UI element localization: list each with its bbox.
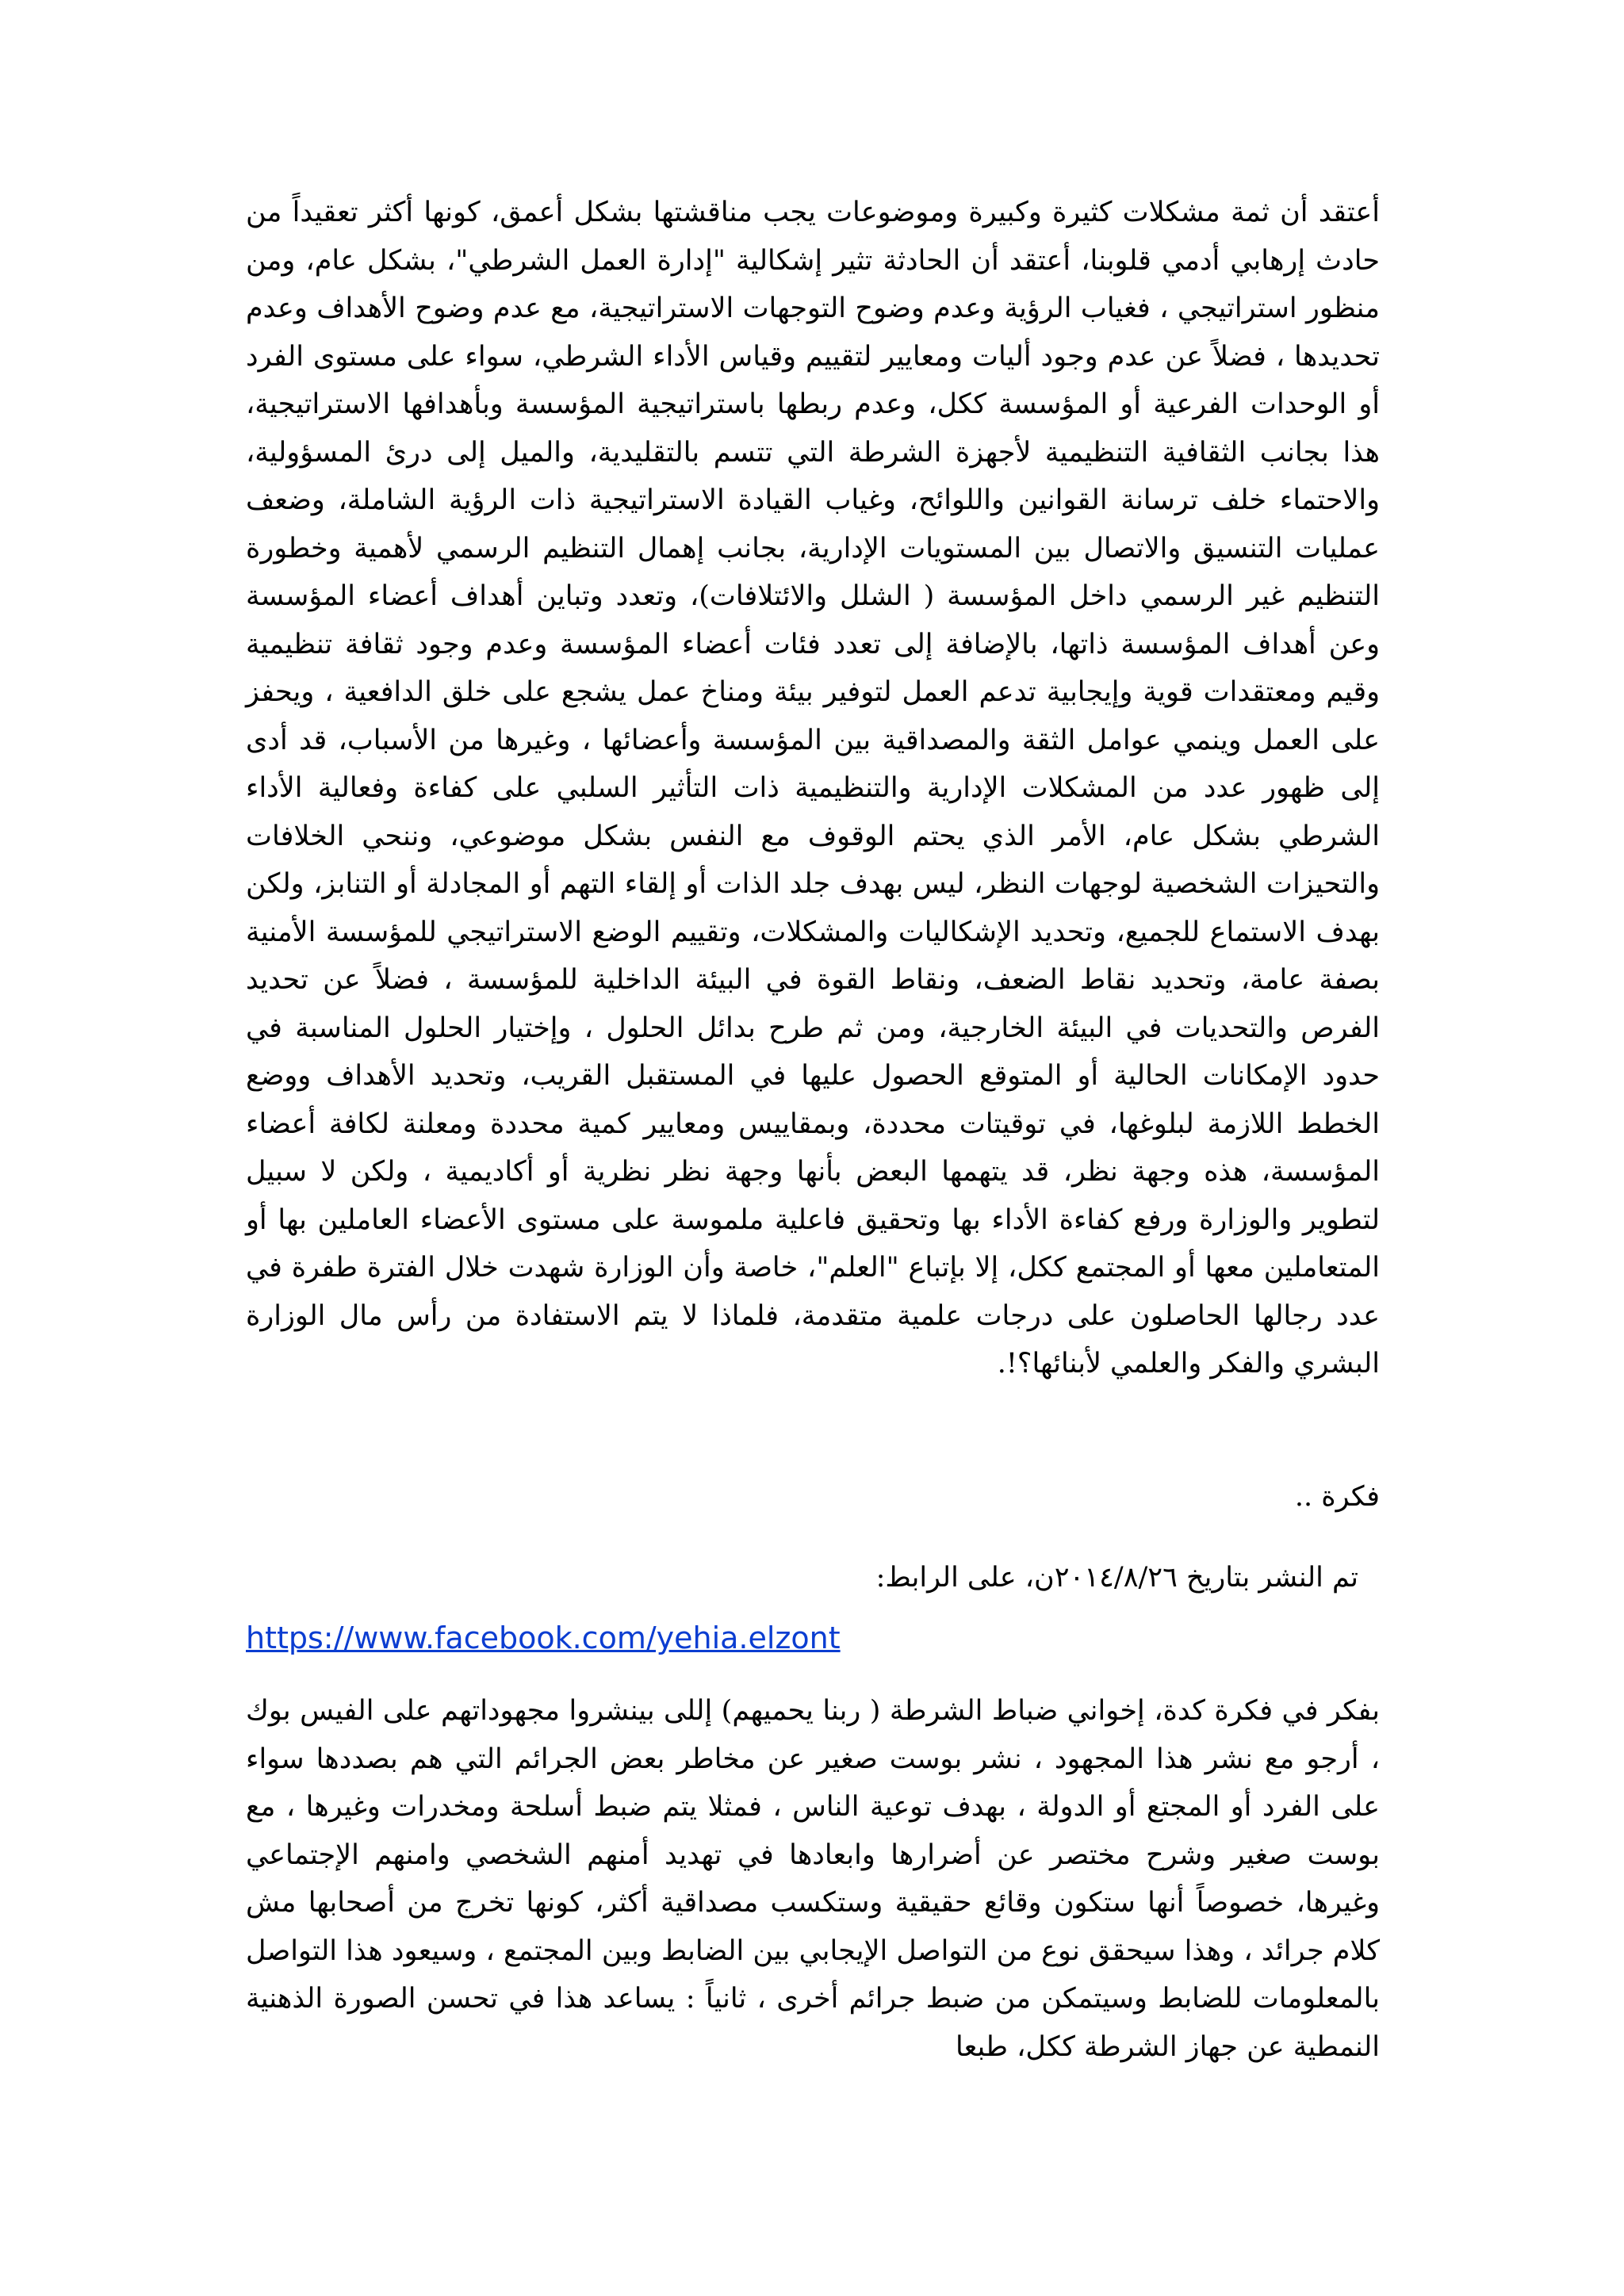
body-paragraph-1 — [246, 189, 1380, 1388]
body-paragraph-2 — [246, 1687, 1380, 2071]
publish-date-text: تم النشر بتاريخ ٢٠١٤/٨/٢٦ن، على الرابط: — [875, 1562, 1358, 1594]
facebook-link[interactable]: https://www.facebook.com/yehia.elzont — [246, 1621, 841, 1655]
section-heading — [246, 1473, 1380, 1521]
link-container — [246, 1614, 888, 1662]
paragraph-text: أعتقد أن ثمة مشكلات كثيرة وكبيرة وموضوعات يجب مناقشتها بشكل أعمق، كونها أكثر تعقيداً من حادث إرهابي أدمي قلوبنا، أعتقد أن الحادثة تثير إشكالية "إدارة العمل الشرطي"، بشكل عام، ومن منظور استراتيجي ، فغياب الرؤية وعدم وضوح التوجهات الاستراتيجية، مع عدم وضوح الأهداف وعدم تحديدها ، فضلاً عن عدم وجود أليات ومعايير لتقييم وقياس الأداء الشرطي، سواء على مستوى الفرد أو الوحدات الفرعية أو المؤسسة ككل، وعدم ربطها باستراتيجية المؤسسة وبأهدافها الاستراتيجية، هذا بجانب الثقافية التنظيمية لأجهزة الشرطة التي تتسم بالتقليدية، والميل إلى درئ المسؤولية، والاحتماء خلف ترسانة القوانين واللوائح، وغياب القيادة الاستراتيجية ذات الرؤية الشاملة، وضعف عمليات التنسيق والاتصال بين المستويات الإدارية، بجانب إهمال التنظيم الرسمي لأهمية وخطورة التنظيم غير الرسمي داخل المؤسسة ( الشلل والائتلافات)، وتعدد وتباين أهداف أعضاء المؤسسة وعن أهداف المؤسسة ذاتها، بالإضافة إلى تعدد فئات أعضاء المؤسسة وعدم وجود ثقافة تنظيمية وقيم ومعتقدات قوية وإيجابية تدعم العمل لتوفير بيئة ومناخ عمل يشجع على خلق الدافعية ، ويحفز على العمل وينمي عوامل الثقة والمصداقية بين المؤسسة وأعضائها ، وغيرها من الأسباب، قد أدى إلى ظهور عدد من المشكلات الإدارية والتنظيمية ذات التأثير السلبي على كفاءة وفعالية الأداء الشرطي بشكل عام، الأمر الذي يحتم الوقوف مع النفس بشكل موضوعي، وننحي الخلافات والتحيزات الشخصية لوجهات النظر، ليس بهدف جلد الذات أو إلقاء التهم أو المجادلة أو التنابز، ولكن بهدف الاستماع للجميع، وتحديد الإشكاليات والمشكلات، وتقييم الوضع الاستراتيجي للمؤسسة الأمنية بصفة عامة، وتحديد نقاط الضعف، ونقاط القوة في البيئة الداخلية للمؤسسة ، فضلاً عن تحديد الفرص والتحديات في البيئة الخارجية، ومن ثم طرح بدائل الحلول ، وإختيار الحلول المناسبة في حدود الإمكانات الحالية أو المتوقع الحصول عليها في المستقبل القريب، وتحديد الأهداف ووضع الخطط اللازمة لبلوغها، في توقيتات محددة، وبمقاييس ومعايير كمية محددة ومعلنة لكافة أعضاء المؤسسة، هذه وجهة نظر، قد يتهمها البعض بأنها وجهة نظر نظرية أو أكاديمية ، ولكن لا سبيل لتطوير والوزارة ورفع كفاءة الأداء بها وتحقيق فاعلية ملموسة على مستوى الأعضاء العاملين بها أو المتعاملين معها أو المجتمع ككل، إلا بإتباع "العلم"، خاصة وأن الوزارة شهدت خلال الفترة طفرة في عدد رجالها الحاصلون على درجات علمية متقدمة، فلماذا لا يتم الاستفادة من رأس مال الوزارة البشري والفكر والعلمي لأبنائها؟!. — [246, 197, 1380, 1380]
paragraph-text: بفكر في فكرة كدة، إخواني ضباط الشرطة ( ربنا يحميهم) إللى بينشروا مجهوداتهم على الفيس بوك ، أرجو مع نشر هذا المجهود ، نشر بوست صغير عن مخاطر بعض الجرائم التي هم بصددها سواء على الفرد أو المجتع أو الدولة ، بهدف توعية الناس ، فمثلا يتم ضبط أسلحة ومخدرات وغيرها ، مع بوست صغير وشرح مختصر عن أضرارها وابعادها في تهديد أمنهم الشخصي وامنهم الإجتماعي وغيرها، خصوصاً أنها ستكون وقائع حقيقية وستكسب مصداقية أكثر، كونها تخرج من أصحابها مش كلام جرائد ، وهذا سيحقق نوع من التواصل الإيجابي بين الضابط وبين المجتمع ، وسيعود هذا التواصل بالمعلومات للضابط وسيتمكن من ضبط جرائم أخرى ، ثانياً : يساعد هذا في تحسن الصورة الذهنية النمطية عن جهاز الشرطة ككل، طبعا — [246, 1695, 1380, 2063]
publish-date-line — [246, 1554, 1358, 1601]
heading-text: فكرة .. — [1294, 1481, 1380, 1513]
